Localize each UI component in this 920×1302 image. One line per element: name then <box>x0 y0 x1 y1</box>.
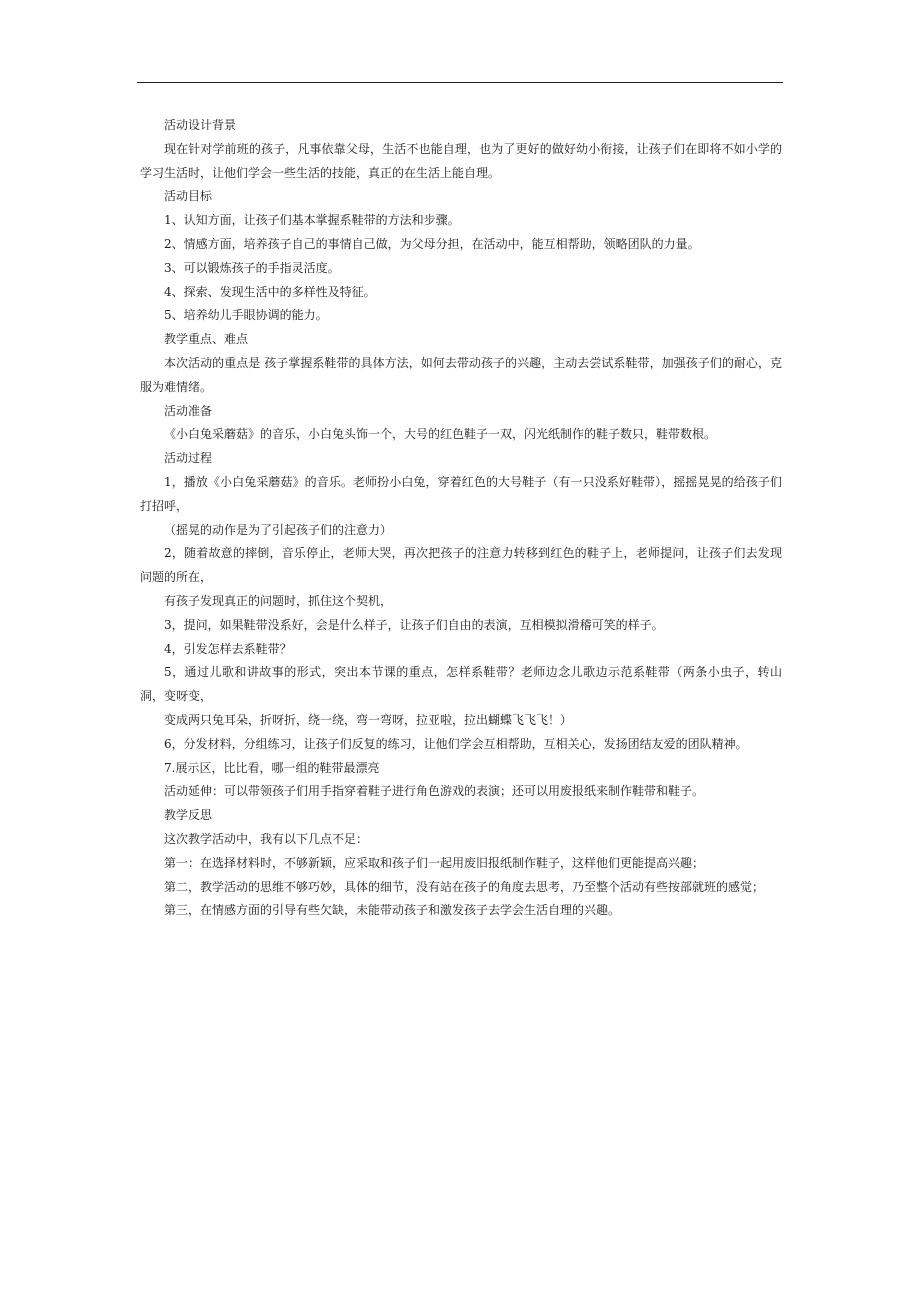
reflection-item-1: 第一：在选择材料时，不够新颖，应采取和孩子们一起用废旧报纸制作鞋子，这样他们更能提高兴趣； <box>164 855 705 870</box>
process-step-1-note: （摇晃的动作是为了引起孩子们的注意力） <box>164 522 393 537</box>
paragraph-background: 现在针对学前班的孩子，凡事依靠父母，生活不也能自理，也为了更好的做好幼小衔接，让孩子们在即将不如小学的学习生活时，让他们学会一些生活的技能，真正的在生活上能自理。 <box>140 141 782 180</box>
reflection-item-3: 第三，在情感方面的引导有些欠缺，未能带动孩子和激发孩子去学会生活自理的兴趣。 <box>164 903 621 918</box>
section-heading-reflection: 教学反思 <box>164 808 213 823</box>
reflection-intro: 这次教学活动中，我有以下几点不足： <box>164 831 369 846</box>
section-heading-preparation: 活动准备 <box>164 403 213 418</box>
header-rule <box>137 82 783 83</box>
process-step-2: 2，随着故意的摔倒，音乐停止，老师大哭，再次把孩子的注意力转移到红色的鞋子上，老师提问，让孩子们去发现问题的所在， <box>140 546 782 585</box>
process-step-5: 5，通过儿歌和讲故事的形式，突出本节课的重点，怎样系鞋带？老师边念儿歌边示范系鞋带（两条小虫子，转山洞，变呀变， <box>140 665 782 704</box>
section-heading-goals: 活动目标 <box>164 189 213 204</box>
goal-item-4: 4、探索、发现生活中的多样性及特征。 <box>164 284 376 299</box>
paragraph-extension: 活动延伸：可以带领孩子们用手指穿着鞋子进行角色游戏的表演；还可以用废报纸来制作鞋带和鞋子。 <box>164 784 705 799</box>
paragraph-preparation: 《小白兔采蘑菇》的音乐，小白兔头饰一个，大号的红色鞋子一双，闪光纸制作的鞋子数只，鞋带数根。 <box>164 427 717 442</box>
section-heading-key-points: 教学重点、难点 <box>164 332 249 347</box>
goal-item-5: 5、培养幼儿手眼协调的能力。 <box>164 308 328 323</box>
process-step-3: 3，提问，如果鞋带没系好，会是什么样子，让孩子们自由的表演，互相模拟滑稽可笑的样子。 <box>164 617 664 632</box>
process-step-4: 4，引发怎样去系鞋带？ <box>164 641 292 656</box>
process-step-2-note: 有孩子发现真正的问题时，抓住这个契机， <box>164 593 393 608</box>
process-step-6: 6，分发材料，分组练习，让孩子们反复的练习，让他们学会互相帮助，互相关心，发扬团结友爱的团队精神。 <box>164 736 748 751</box>
document-body <box>140 114 782 923</box>
goal-item-3: 3、可以锻炼孩子的手指灵活度。 <box>164 260 340 275</box>
paragraph-key-points: 本次活动的重点是 孩子掌握系鞋带的具体方法，如何去带动孩子的兴趣，主动去尝试系鞋带，加强孩子们的耐心，克服为难情绪。 <box>140 355 782 394</box>
process-step-7: 7.展示区，比比看，哪一组的鞋带最漂亮 <box>164 760 380 775</box>
process-step-1: 1，播放《小白兔采蘑菇》的音乐。老师扮小白兔，穿着红色的大号鞋子（有一只没系好鞋带），摇摇晃晃的给孩子们打招呼， <box>140 474 782 513</box>
goal-item-2: 2、情感方面，培养孩子自己的事情自己做，为父母分担，在活动中，能互相帮助，领略团队的力量。 <box>164 236 700 251</box>
section-heading-process: 活动过程 <box>164 451 213 466</box>
process-step-5-cont: 变成两只兔耳朵，折呀折，绕一绕，弯一弯呀，拉亚啦，拉出蝴蝶飞飞飞！） <box>164 712 573 727</box>
goal-item-1: 1、认知方面，让孩子们基本掌握系鞋带的方法和步骤。 <box>164 213 460 228</box>
section-heading-background: 活动设计背景 <box>164 118 237 132</box>
reflection-item-2: 第二，教学活动的思维不够巧妙，具体的细节，没有站在孩子的角度去思考，乃至整个活动有些按部就班的感觉； <box>164 879 765 894</box>
